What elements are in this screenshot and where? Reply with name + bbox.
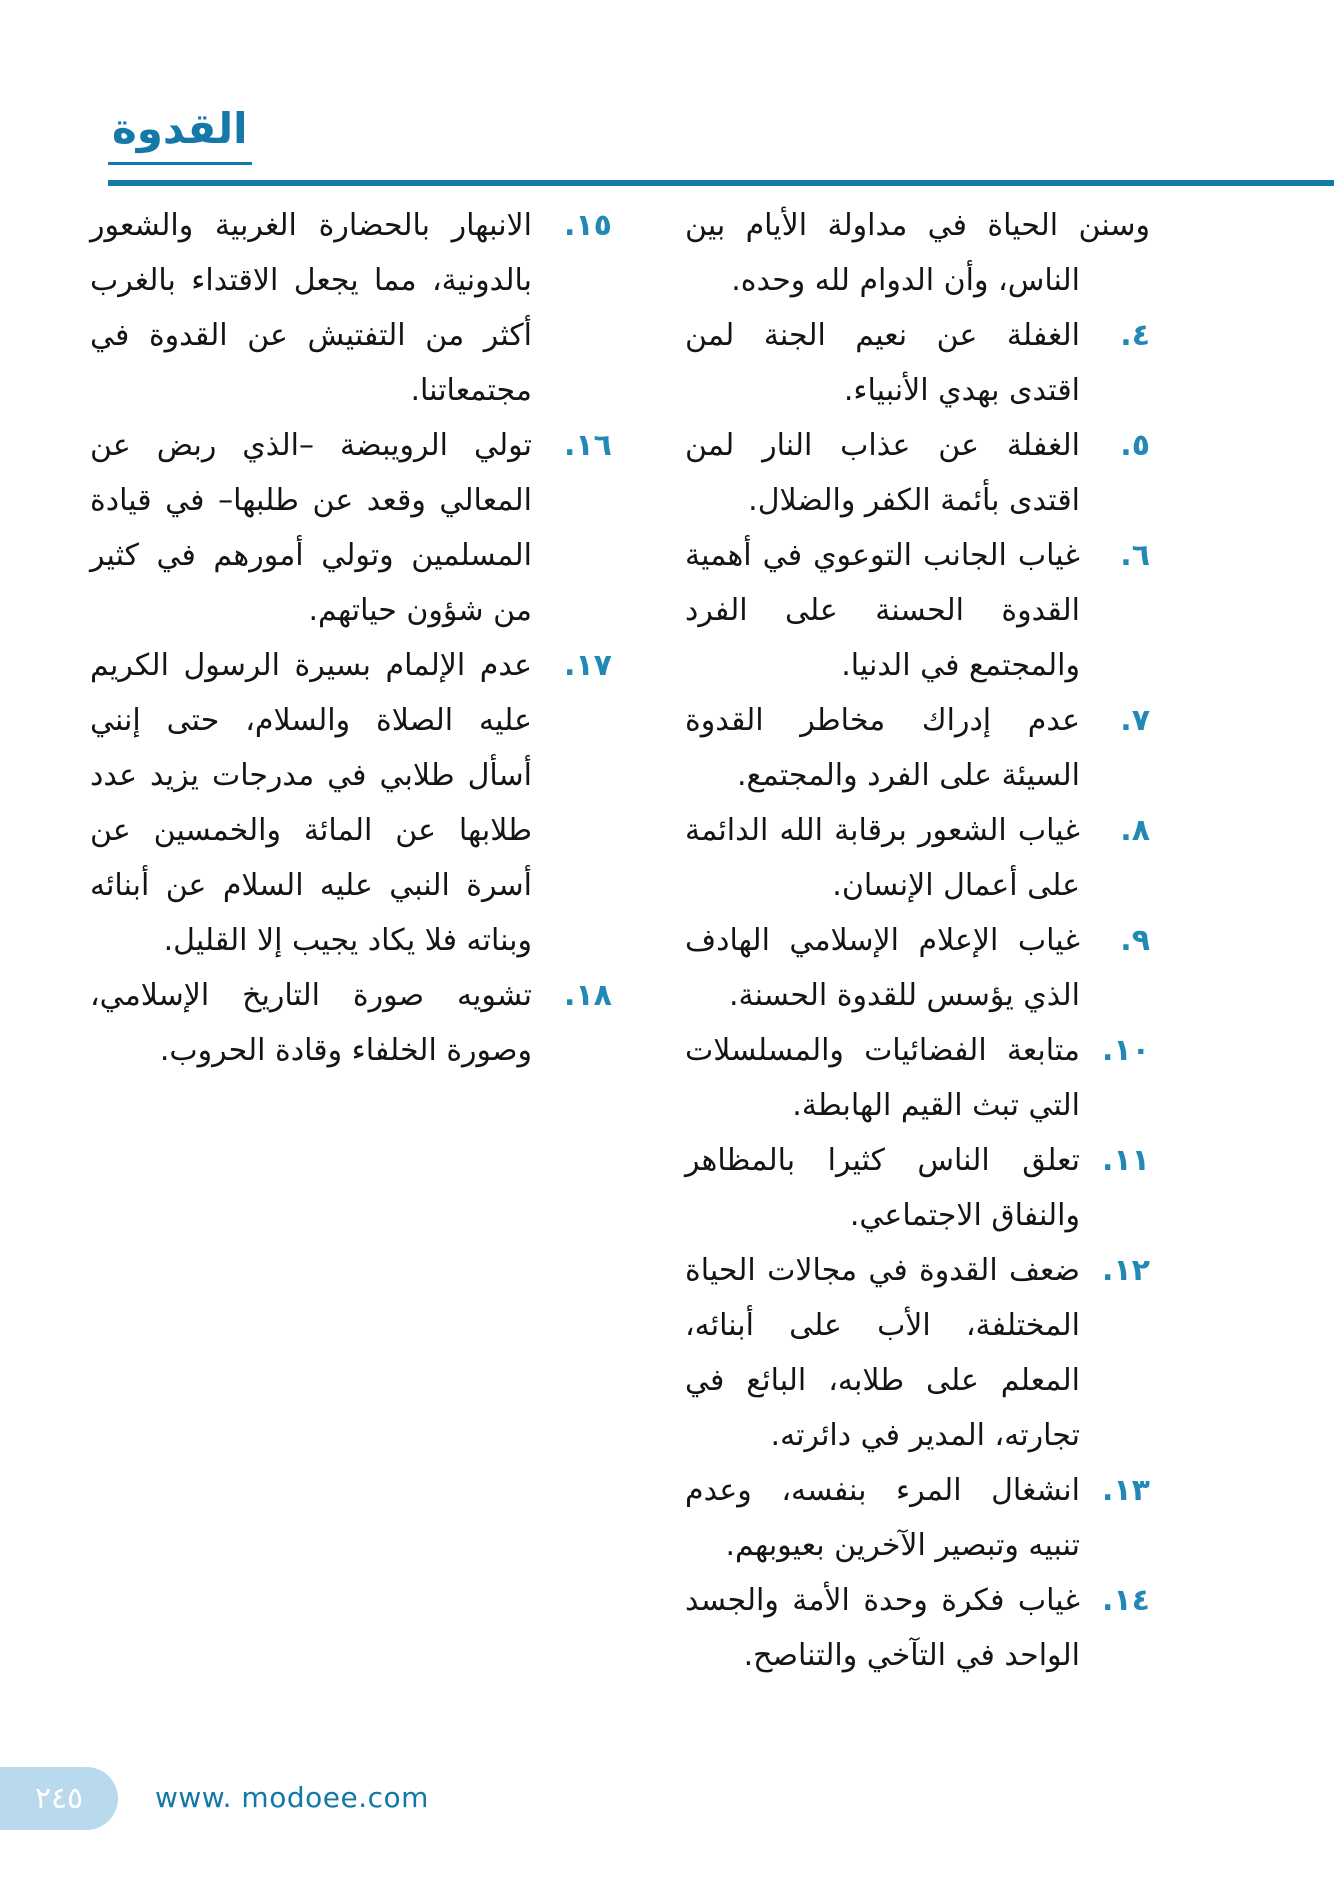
item-text: غياب الجانب التوعوي في أهمية القدوة الحسنة على الفرد والمجتمع في الدنيا. [685,538,1080,683]
column-left [90,198,612,1078]
item-text: غياب الإعلام الإسلامي الهادف الذي يؤسس للقدوة الحسنة. [685,923,1080,1013]
item-text: انشغال المرء بنفسه، وعدم تنبيه وتبصير الآخرين بعيوبهم. [685,1473,1080,1563]
list-item [685,913,1150,1023]
list-item [90,638,612,968]
item-number: ١١. [1101,1143,1150,1178]
item-number: ٦. [1120,538,1150,573]
list-item [685,418,1150,528]
item-number: ١٨. [563,978,612,1013]
item-number: ٥. [1120,428,1150,463]
page-number-badge [0,1767,118,1830]
page-number: ٢٤٥ [34,1780,84,1816]
item-number: ٨. [1120,813,1150,848]
list-item [90,198,612,418]
item-number: ١٠. [1101,1033,1150,1068]
item-text: تولي الرويبضة –الذي ربض عن المعالي وقعد عن طلبها– في قيادة المسلمين وتولي أمورهم في كثير من شؤون حياتهم. [90,428,532,628]
item-text: غياب فكرة وحدة الأمة والجسد الواحد في التآخي والتناصح. [685,1583,1080,1673]
item-text: عدم الإلمام بسيرة الرسول الكريم عليه الصلاة والسلام، حتى إنني أسأل طلابي في مدرجات يزيد عدد طلابها عن المائة والخمسين عن أسرة النبي عليه السلام عن أبنائه وبناته فلا يكاد يجيب إلا القليل. [90,648,532,958]
item-text: الانبهار بالحضارة الغربية والشعور بالدونية، مما يجعل الاقتداء بالغرب أكثر من التفتيش عن القدوة في مجتمعاتنا. [90,208,532,408]
list-item [685,1133,1150,1243]
item-text: غياب الشعور برقابة الله الدائمة على أعمال الإنسان. [685,813,1080,903]
list-item [90,418,612,638]
item-number: ٤. [1120,318,1150,353]
header-rule [108,180,1334,186]
item-number: ١٦. [563,428,612,463]
list-item [90,968,612,1078]
item-number: ٩. [1120,923,1150,958]
intro-paragraph: وسنن الحياة في مداولة الأيام بين الناس، وأن الدوام لله وحده. [685,208,1150,298]
list-item [685,803,1150,913]
item-text: عدم إدراك مخاطر القدوة السيئة على الفرد والمجتمع. [685,703,1080,793]
item-text: الغفلة عن نعيم الجنة لمن اقتدى بهدي الأنبياء. [685,318,1080,408]
list-item [685,693,1150,803]
item-text: تعلق الناس كثيرا بالمظاهر والنفاق الاجتماعي. [685,1143,1080,1233]
item-number: ١٢. [1101,1253,1150,1288]
item-text: ضعف القدوة في مجالات الحياة المختلفة، الأب على أبنائه، المعلم على طلابه، البائع في تجارته، المدير في دائرته. [685,1253,1080,1453]
item-number: ٧. [1120,703,1150,738]
list-item [685,308,1150,418]
page-title: القدوة [108,100,252,165]
item-text: الغفلة عن عذاب النار لمن اقتدى بأئمة الكفر والضلال. [685,428,1080,518]
item-number: ١٥. [563,208,612,243]
item-number: ١٣. [1101,1473,1150,1508]
item-text: تشويه صورة التاريخ الإسلامي، وصورة الخلفاء وقادة الحروب. [90,978,532,1068]
item-text: متابعة الفضائيات والمسلسلات التي تبث القيم الهابطة. [685,1033,1080,1123]
item-number: ١٧. [563,648,612,683]
list-item [685,528,1150,693]
list-item [685,1023,1150,1133]
list-item [685,1463,1150,1573]
item-number: ١٤. [1101,1583,1150,1618]
list-item [685,1243,1150,1463]
website-url: www. modoee.com [155,1781,429,1814]
column-right [685,198,1150,1683]
list-item [685,1573,1150,1683]
